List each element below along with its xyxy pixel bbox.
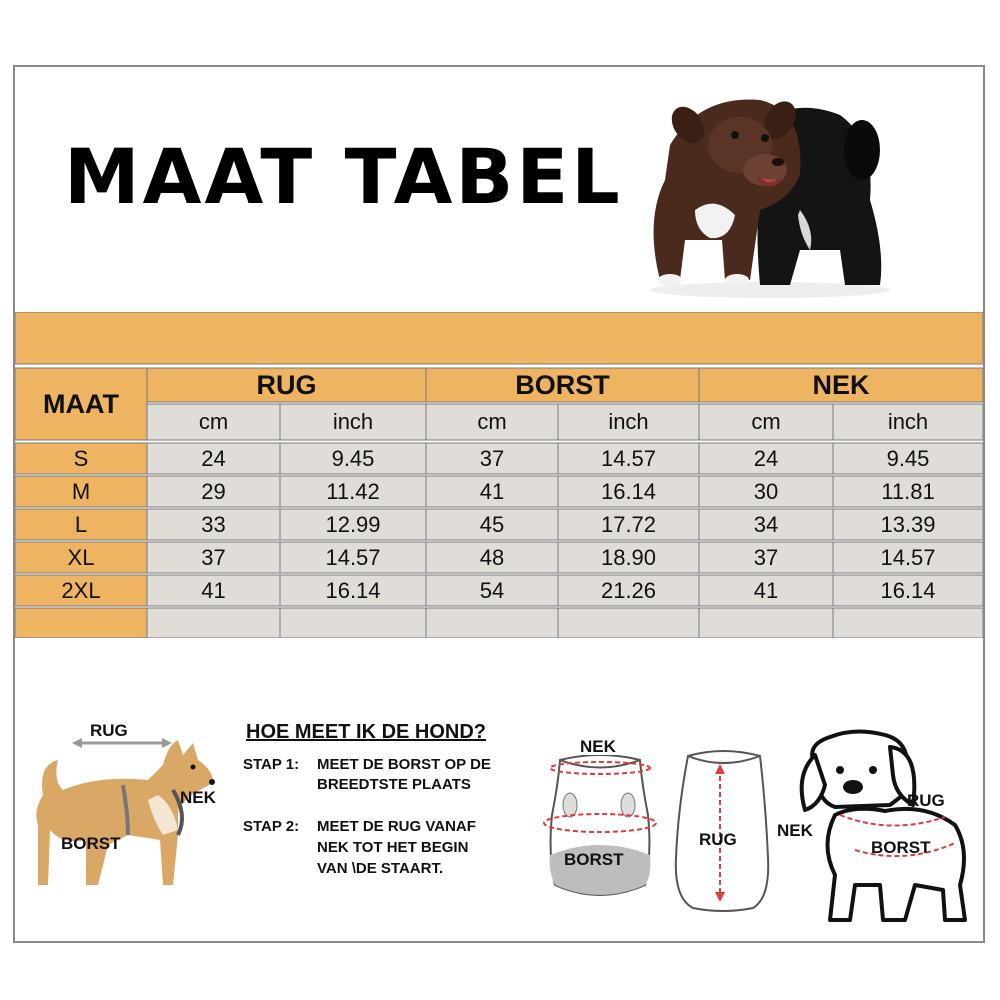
step2-line3: VAN \DE STAART.: [317, 860, 444, 877]
measurement-value: 37: [201, 544, 226, 570]
dog-side-diagram: [28, 735, 228, 895]
vest-back-rug-label: RUG: [699, 830, 737, 849]
step2-prefix: STAP 2:: [243, 818, 300, 835]
group-header: NEK: [812, 369, 870, 400]
cartoon-nek-label: NEK: [777, 821, 813, 840]
group-header: RUG: [256, 369, 317, 400]
vest-front-nek-label: NEK: [580, 737, 616, 756]
size-label: 2XL: [61, 577, 101, 603]
measurement-value: 54: [479, 577, 505, 603]
measurement-value: 11.42: [326, 478, 380, 504]
unit-label: cm: [477, 409, 507, 434]
measurement-value: 41: [753, 577, 779, 603]
measurement-value: 9.45: [331, 445, 375, 471]
size-label: M: [71, 478, 91, 504]
measurement-value: 13.39: [880, 511, 936, 537]
vest-front-borst-label: BORST: [564, 850, 624, 869]
page-title: MAAT TABEL: [64, 132, 623, 221]
measurement-value: 45: [479, 511, 505, 537]
group-header: BORST: [515, 369, 610, 400]
measurement-value: 41: [201, 577, 226, 603]
blank-value-cell: [699, 608, 833, 638]
unit-label: cm: [751, 409, 781, 434]
measurement-value: 16.14: [325, 577, 381, 603]
step1-line1: MEET DE BORST OP DE: [317, 756, 491, 773]
dog1-nek-label: NEK: [180, 788, 216, 807]
step1-prefix: STAP 1:: [243, 756, 300, 773]
blank-value-cell: [147, 608, 280, 638]
measurement-value: 9.45: [886, 445, 930, 471]
size-label: L: [74, 511, 88, 537]
measurement-value: 14.57: [600, 445, 657, 471]
size-label: S: [73, 445, 89, 471]
measurement-value: 24: [201, 445, 226, 471]
measurement-value: 16.14: [600, 478, 657, 504]
cartoon-dog-diagram: [795, 725, 975, 925]
blank-value-cell: [833, 608, 983, 638]
size-table: [15, 312, 983, 638]
cartoon-borst-label: BORST: [871, 838, 931, 857]
measurement-value: 14.57: [325, 544, 381, 570]
measurement-value: 21.26: [600, 577, 657, 603]
cartoon-rug-label: RUG: [907, 791, 945, 810]
size-label: XL: [67, 544, 95, 570]
blank-value-cell: [558, 608, 699, 638]
measurement-value: 41: [479, 478, 505, 504]
unit-label: inch: [332, 409, 374, 434]
measurement-value: 29: [201, 478, 226, 504]
measurement-value: 18.90: [600, 544, 657, 570]
unit-label: inch: [608, 409, 649, 434]
measurement-value: 48: [479, 544, 505, 570]
measurement-value: 17.72: [600, 511, 657, 537]
step2-line2: NEK TOT HET BEGIN: [317, 839, 469, 856]
measurement-value: 30: [753, 478, 779, 504]
puppies-photo: [640, 90, 900, 300]
dog1-borst-label: BORST: [61, 834, 121, 853]
measurement-value: 12.99: [325, 511, 381, 537]
measurement-value: 24: [753, 445, 779, 471]
unit-label: inch: [887, 409, 929, 434]
measurement-value: 33: [201, 511, 226, 537]
measurement-value: 34: [753, 511, 779, 537]
blank-value-cell: [426, 608, 558, 638]
vest-front-diagram: [540, 755, 660, 905]
blank-size-cell: [15, 608, 147, 638]
measurement-value: 16.14: [880, 577, 936, 603]
measurement-value: 11.81: [881, 478, 935, 504]
measurement-value: 37: [753, 544, 779, 570]
table-top-band: [15, 312, 983, 364]
howto-title: HOE MEET IK DE HOND?: [246, 721, 487, 743]
step1-line2: BREEDTSTE PLAATS: [317, 776, 471, 793]
size-header: MAAT: [43, 388, 119, 419]
dog1-rug-label: RUG: [90, 721, 128, 740]
step2-line1: MEET DE RUG VANAF: [317, 818, 476, 835]
measurement-value: 37: [479, 445, 505, 471]
unit-label: cm: [198, 409, 229, 434]
blank-value-cell: [280, 608, 426, 638]
measurement-value: 14.57: [880, 544, 936, 570]
